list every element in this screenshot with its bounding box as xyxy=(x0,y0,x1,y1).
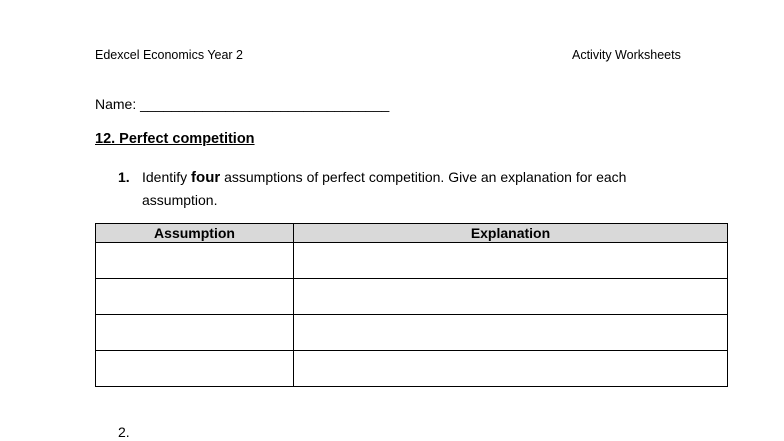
table-cell-explanation[interactable] xyxy=(294,315,728,351)
name-blank: ________________________________ xyxy=(140,96,390,112)
table-row xyxy=(96,351,728,387)
table-cell-explanation[interactable] xyxy=(294,243,728,279)
table-cell-assumption[interactable] xyxy=(96,315,294,351)
header-right: Activity Worksheets xyxy=(572,48,681,62)
table-row xyxy=(96,243,728,279)
name-label: Name: xyxy=(95,96,141,112)
question-1-text-after: assumptions of perfect competition. Give an explanation for each assumption. xyxy=(142,169,627,208)
table-cell-assumption[interactable] xyxy=(96,279,294,315)
table-cell-assumption[interactable] xyxy=(96,351,294,387)
table-header-explanation: Explanation xyxy=(294,224,728,243)
table-cell-explanation[interactable] xyxy=(294,279,728,315)
header-left: Edexcel Economics Year 2 xyxy=(95,48,244,62)
table-row xyxy=(96,315,728,351)
question-1-text xyxy=(142,166,672,212)
table-cell-assumption[interactable] xyxy=(96,243,294,279)
table-row xyxy=(96,279,728,315)
assumptions-table xyxy=(95,223,728,387)
question-1-text-before: Identify xyxy=(142,169,192,185)
section-title: 12. Perfect competition xyxy=(95,131,255,147)
name-line xyxy=(95,96,389,112)
question-2-number: 2. xyxy=(118,424,130,440)
table-header-assumption: Assumption xyxy=(96,224,294,243)
question-1-bold-word: four xyxy=(191,169,221,186)
question-1-number: 1. xyxy=(118,169,130,185)
table-cell-explanation[interactable] xyxy=(294,351,728,387)
table-header-row xyxy=(96,224,728,243)
